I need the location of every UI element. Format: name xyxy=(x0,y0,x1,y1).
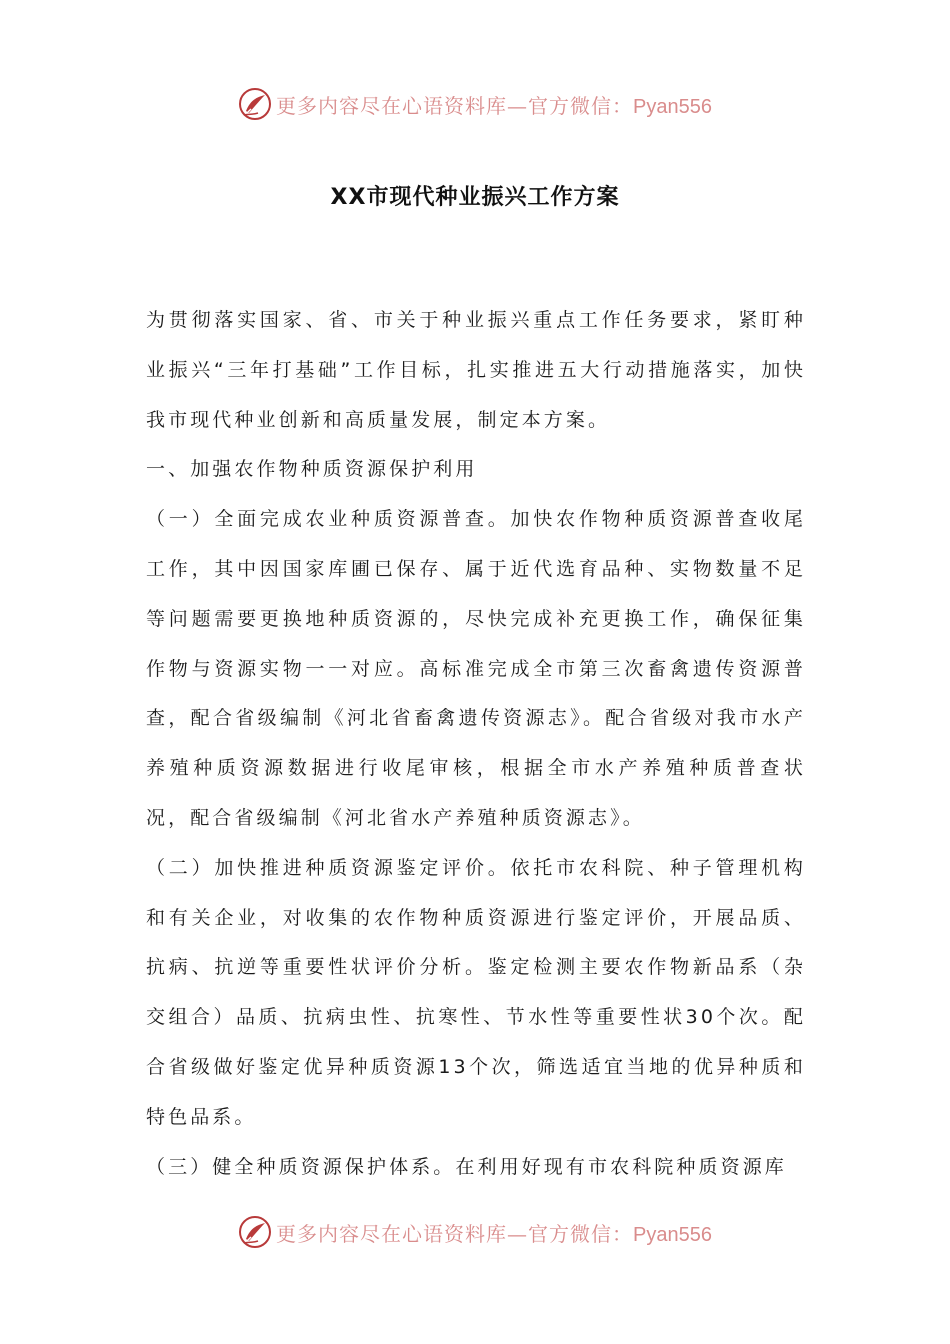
pen-logo-icon xyxy=(238,1215,272,1249)
heading-section-1: 一、加强农作物种质资源保护利用 xyxy=(146,458,478,481)
paragraph-intro: 为贯彻落实国家、省、市关于种业振兴重点工作任务要求，紧盯种业振兴“三年打基础”工作目标，扎实推进五大行动措施落实，加快我市现代种业创新和高质量发展，制定本方案。 xyxy=(146,309,806,431)
watermark-handle: Pyan556 xyxy=(633,1223,712,1246)
watermark-header xyxy=(0,84,950,124)
watermark-text: 更多内容尽在心语资料库—官方微信：Pyan556 xyxy=(276,93,712,118)
document-title: XX市现代种业振兴工作方案 xyxy=(330,185,620,210)
watermark-text: 更多内容尽在心语资料库—官方微信：Pyan556 xyxy=(276,1221,712,1246)
watermark-footer xyxy=(0,1212,950,1252)
paragraph-item-2: （二）加快推进种质资源鉴定评价。依托市农科院、种子管理机构和有关企业，对收集的农作物种质资源进行鉴定评价，开展品质、抗病、抗逆等重要性状评价分析。鉴定检测主要农作物新品系（杂交组合）品质、抗病虫性、抗寒性、节水性等重要性状30个次。配合省级做好鉴定优异种质资源13个次，筛选适宜当地的优异种质和特色品系。 xyxy=(146,856,806,1128)
pen-logo-icon xyxy=(238,87,272,121)
watermark-handle: Pyan556 xyxy=(633,95,712,118)
document-body xyxy=(146,296,806,1192)
paragraph-item-3: （三）健全种质资源保护体系。在利用好现有市农科院种质资源库 xyxy=(146,1155,787,1178)
paragraph-item-1: （一）全面完成农业种质资源普查。加快农作物种质资源普查收尾工作，其中因国家库圃已保存、属于近代选育品种、实物数量不足等问题需要更换地种质资源的，尽快完成补充更换工作，确保征集作物与资源实物一一对应。高标准完成全市第三次畜禽遗传资源普查，配合省级编制《河北省畜禽遗传资源志》。配合省级对我市水产养殖种质资源数据进行收尾审核，根据全市水产养殖种质普查状况，配合省级编制《河北省水产养殖种质资源志》。 xyxy=(146,508,806,829)
